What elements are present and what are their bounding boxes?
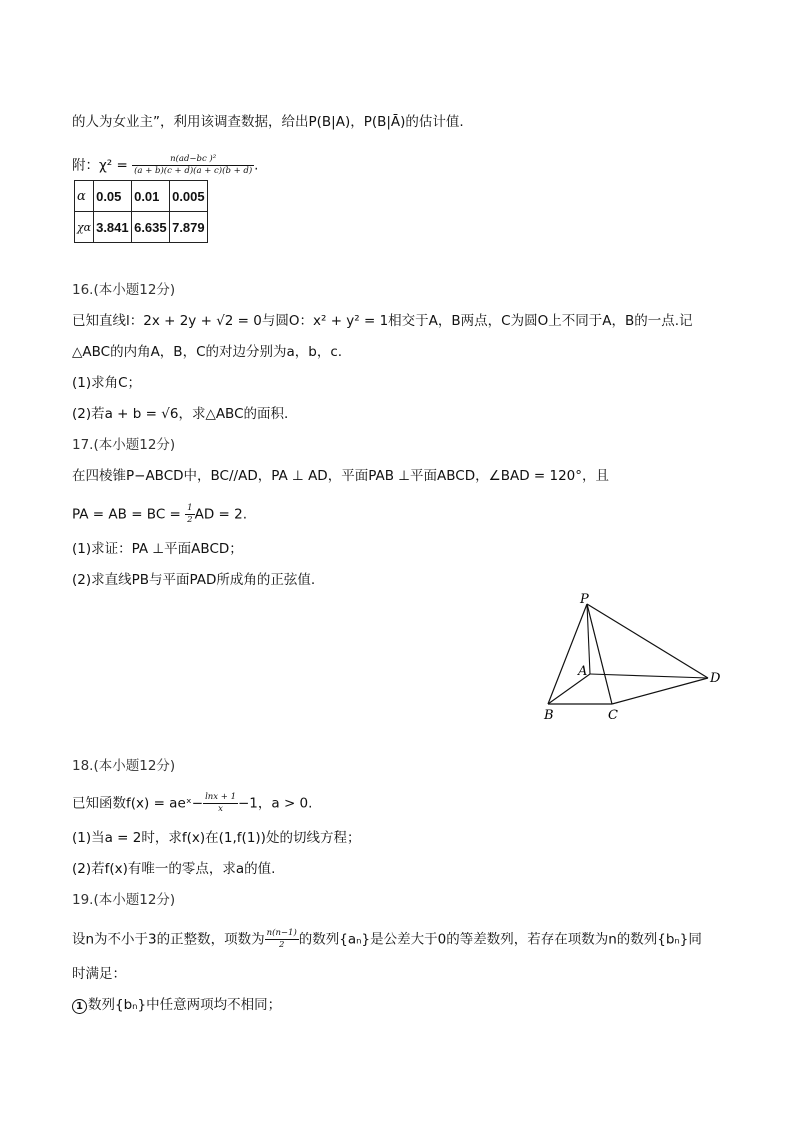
- chi-square-formula: [72, 154, 258, 177]
- q17-stem-line1: 在四棱锥P−ABCD中，BC//AD，PA ⊥ AD，平面PAB ⊥平面ABCD，∠BAD = 120°，且: [72, 468, 610, 484]
- q17-fraction: [185, 503, 194, 526]
- q19-stem-line2: 时满足：: [72, 966, 126, 982]
- q17-stem-line2: [72, 503, 247, 526]
- q16-stem-line1: 已知直线l：2x + 2y + √2 = 0与圆O：x² + y² = 1相交于A，B两点，C为圆O上不同于A，B的一点.记: [72, 313, 693, 329]
- q16-header: 16.(本小题12分): [72, 282, 176, 298]
- edge-pc: [587, 604, 612, 704]
- fraction-numerator: n(n−1): [266, 928, 297, 938]
- fraction-denominator: 2: [279, 940, 285, 950]
- formula-numerator: n(ad−bc )²: [132, 154, 254, 166]
- q18-part1: (1)当a = 2时，求f(x)在(1,f(1))处的切线方程；: [72, 830, 361, 846]
- q17-header: 17.(本小题12分): [72, 437, 176, 453]
- table-cell: 0.05: [94, 181, 132, 212]
- q19-item1-text: 数列{bₙ}中任意两项均不相同；: [88, 997, 282, 1013]
- label-c: C: [608, 708, 618, 723]
- table-cell: 0.01: [132, 181, 170, 212]
- q19-fraction: [265, 928, 299, 951]
- q18-part2: (2)若f(x)有唯一的零点，求a的值.: [72, 861, 276, 877]
- q17-equation-right: AD = 2.: [194, 506, 247, 523]
- appendix-label: 附：χ² =: [72, 157, 133, 174]
- table-cell: χα: [75, 212, 94, 243]
- table-row: [75, 212, 208, 243]
- table-cell: α: [75, 181, 94, 212]
- formula-denominator: (a + b)(c + d)(a + c)(b + d): [134, 166, 253, 176]
- edge-ad: [590, 674, 708, 678]
- table-cell: 0.005: [170, 181, 208, 212]
- q17-part1: (1)求证：PA ⊥平面ABCD；: [72, 541, 243, 557]
- q16-part2: (2)若a + b = √6，求△ABC的面积.: [72, 406, 289, 422]
- edge-cd: [612, 678, 708, 704]
- q17-equation-left: PA = AB = BC =: [72, 506, 186, 523]
- q18-header: 18.(本小题12分): [72, 758, 176, 774]
- q19-header: 19.(本小题12分): [72, 892, 176, 908]
- table-cell: 6.635: [132, 212, 170, 243]
- table-cell: 7.879: [170, 212, 208, 243]
- q18-function-right: −1，a > 0.: [237, 795, 313, 812]
- formula-end: .: [254, 157, 259, 174]
- edge-pb: [548, 604, 587, 704]
- table-cell: 3.841: [94, 212, 132, 243]
- circled-number-marker: 1: [72, 999, 87, 1014]
- fraction-numerator: 1: [187, 503, 193, 513]
- label-d: D: [710, 671, 721, 686]
- label-p: P: [580, 592, 589, 607]
- q19-stem-left: 设n为不小于3的正整数，项数为: [72, 931, 265, 948]
- chi-square-fraction: [132, 154, 254, 177]
- q19-item1: [72, 995, 281, 1015]
- q18-stem: [72, 792, 312, 815]
- q18-fraction: [203, 792, 238, 815]
- table-row: [75, 181, 208, 212]
- q15-line: 的人为女业主”，利用该调查数据，给出P(B|A)，P(B|Ā)的估计值.: [72, 114, 464, 130]
- fraction-numerator: lnx + 1: [205, 792, 236, 802]
- q19-stem-line1: [72, 928, 702, 951]
- pyramid-figure: [540, 592, 730, 727]
- edge-pd: [587, 604, 708, 678]
- q19-stem-right: 的数列{aₙ}是公差大于0的等差数列，若存在项数为n的数列{bₙ}同: [298, 931, 702, 948]
- q16-part1: (1)求角C；: [72, 375, 142, 391]
- q18-function-left: 已知函数f(x) = aeˣ−: [72, 795, 204, 812]
- q17-part2: (2)求直线PB与平面PAD所成角的正弦值.: [72, 572, 316, 588]
- label-a: A: [578, 664, 588, 679]
- fraction-denominator: x: [218, 804, 223, 814]
- chi-square-table: [74, 180, 208, 243]
- q16-stem-line2: △ABC的内角A，B，C的对边分别为a，b，c.: [72, 344, 343, 360]
- label-b: B: [544, 708, 554, 723]
- fraction-denominator: 2: [187, 515, 193, 525]
